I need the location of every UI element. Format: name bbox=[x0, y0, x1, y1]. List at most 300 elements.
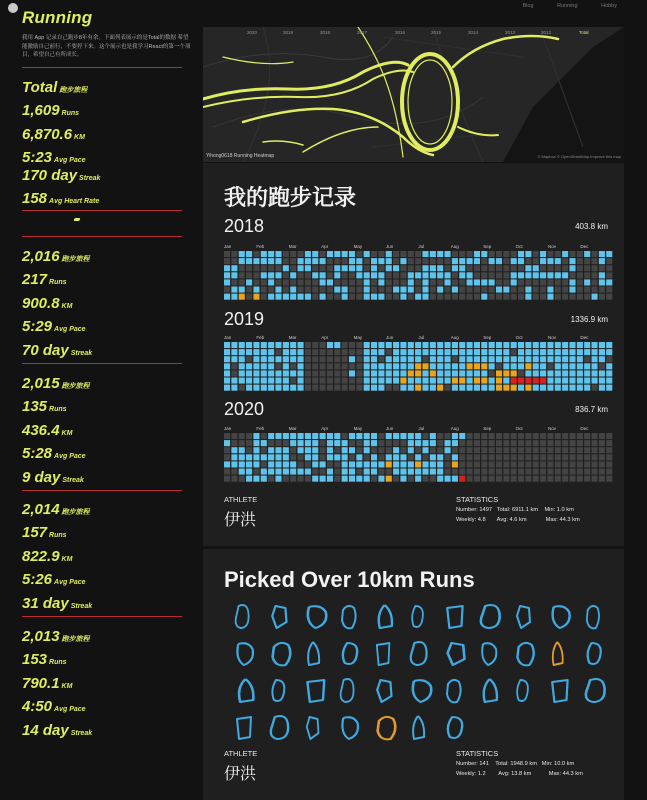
day-cell[interactable] bbox=[342, 370, 348, 376]
day-cell[interactable] bbox=[467, 447, 473, 453]
day-cell[interactable] bbox=[298, 370, 304, 376]
day-cell[interactable] bbox=[349, 265, 355, 271]
day-cell[interactable] bbox=[283, 272, 289, 278]
day-cell[interactable] bbox=[437, 476, 443, 482]
day-cell[interactable] bbox=[606, 433, 612, 439]
day-cell[interactable] bbox=[327, 454, 333, 460]
day-cell[interactable] bbox=[503, 476, 509, 482]
day-cell[interactable] bbox=[334, 461, 340, 467]
day-cell[interactable] bbox=[606, 447, 612, 453]
day-cell[interactable] bbox=[547, 258, 553, 264]
day-cell[interactable] bbox=[533, 294, 539, 300]
day-cell[interactable] bbox=[224, 433, 230, 439]
day-cell[interactable] bbox=[275, 265, 281, 271]
day-cell[interactable] bbox=[489, 447, 495, 453]
day-cell[interactable] bbox=[268, 356, 274, 362]
day-cell[interactable] bbox=[305, 378, 311, 384]
day-cell[interactable] bbox=[430, 363, 436, 369]
day-cell[interactable] bbox=[430, 476, 436, 482]
day-cell[interactable] bbox=[283, 294, 289, 300]
day-cell[interactable] bbox=[305, 461, 311, 467]
day-cell[interactable] bbox=[371, 433, 377, 439]
day-cell[interactable] bbox=[569, 433, 575, 439]
day-cell[interactable] bbox=[356, 342, 362, 348]
day-cell[interactable] bbox=[334, 447, 340, 453]
day-cell[interactable] bbox=[253, 356, 259, 362]
day-cell[interactable] bbox=[261, 287, 267, 293]
day-cell[interactable] bbox=[445, 349, 451, 355]
day-cell[interactable] bbox=[511, 454, 517, 460]
day-cell[interactable] bbox=[356, 461, 362, 467]
day-cell[interactable] bbox=[437, 447, 443, 453]
day-cell[interactable] bbox=[533, 461, 539, 467]
day-cell[interactable] bbox=[555, 370, 561, 376]
day-cell[interactable] bbox=[327, 342, 333, 348]
day-cell[interactable] bbox=[540, 279, 546, 285]
day-cell[interactable] bbox=[518, 251, 524, 257]
day-cell[interactable] bbox=[467, 258, 473, 264]
day-cell[interactable] bbox=[342, 287, 348, 293]
day-cell[interactable] bbox=[422, 370, 428, 376]
day-cell[interactable] bbox=[577, 287, 583, 293]
run-route-thumbnail[interactable] bbox=[379, 605, 392, 628]
day-cell[interactable] bbox=[562, 349, 568, 355]
day-cell[interactable] bbox=[305, 349, 311, 355]
day-cell[interactable] bbox=[577, 272, 583, 278]
day-cell[interactable] bbox=[533, 469, 539, 475]
day-cell[interactable] bbox=[364, 461, 370, 467]
day-cell[interactable] bbox=[386, 265, 392, 271]
day-cell[interactable] bbox=[577, 265, 583, 271]
day-cell[interactable] bbox=[231, 433, 237, 439]
day-cell[interactable] bbox=[298, 265, 304, 271]
day-cell[interactable] bbox=[569, 363, 575, 369]
day-cell[interactable] bbox=[261, 454, 267, 460]
day-cell[interactable] bbox=[393, 363, 399, 369]
day-cell[interactable] bbox=[525, 342, 531, 348]
day-cell[interactable] bbox=[430, 447, 436, 453]
day-cell[interactable] bbox=[562, 363, 568, 369]
day-cell[interactable] bbox=[577, 378, 583, 384]
day-cell[interactable] bbox=[231, 461, 237, 467]
day-cell[interactable] bbox=[555, 378, 561, 384]
day-cell[interactable] bbox=[349, 378, 355, 384]
run-route-thumbnail[interactable] bbox=[307, 680, 324, 702]
day-cell[interactable] bbox=[489, 378, 495, 384]
day-cell[interactable] bbox=[452, 385, 458, 391]
day-cell[interactable] bbox=[371, 378, 377, 384]
day-cell[interactable] bbox=[533, 258, 539, 264]
day-cell[interactable] bbox=[584, 440, 590, 446]
day-cell[interactable] bbox=[253, 476, 259, 482]
day-cell[interactable] bbox=[334, 356, 340, 362]
day-cell[interactable] bbox=[511, 469, 517, 475]
day-cell[interactable] bbox=[334, 342, 340, 348]
day-cell[interactable] bbox=[364, 378, 370, 384]
day-cell[interactable] bbox=[283, 258, 289, 264]
day-cell[interactable] bbox=[496, 378, 502, 384]
day-cell[interactable] bbox=[400, 287, 406, 293]
day-cell[interactable] bbox=[290, 385, 296, 391]
day-cell[interactable] bbox=[356, 294, 362, 300]
day-cell[interactable] bbox=[290, 370, 296, 376]
day-cell[interactable] bbox=[584, 356, 590, 362]
day-cell[interactable] bbox=[320, 342, 326, 348]
day-cell[interactable] bbox=[430, 433, 436, 439]
day-cell[interactable] bbox=[334, 454, 340, 460]
day-cell[interactable] bbox=[327, 461, 333, 467]
run-route-thumbnail[interactable] bbox=[482, 643, 496, 665]
day-cell[interactable] bbox=[275, 279, 281, 285]
day-cell[interactable] bbox=[540, 258, 546, 264]
day-cell[interactable] bbox=[569, 378, 575, 384]
day-cell[interactable] bbox=[239, 440, 245, 446]
run-route-thumbnail[interactable] bbox=[552, 680, 567, 702]
day-cell[interactable] bbox=[547, 279, 553, 285]
day-cell[interactable] bbox=[540, 476, 546, 482]
day-cell[interactable] bbox=[327, 447, 333, 453]
day-cell[interactable] bbox=[430, 378, 436, 384]
day-cell[interactable] bbox=[290, 349, 296, 355]
day-cell[interactable] bbox=[422, 349, 428, 355]
day-cell[interactable] bbox=[312, 287, 318, 293]
day-cell[interactable] bbox=[467, 272, 473, 278]
day-cell[interactable] bbox=[592, 469, 598, 475]
day-cell[interactable] bbox=[569, 356, 575, 362]
day-cell[interactable] bbox=[261, 440, 267, 446]
day-cell[interactable] bbox=[320, 279, 326, 285]
day-cell[interactable] bbox=[525, 385, 531, 391]
day-cell[interactable] bbox=[393, 433, 399, 439]
day-cell[interactable] bbox=[503, 433, 509, 439]
day-cell[interactable] bbox=[606, 294, 612, 300]
day-cell[interactable] bbox=[430, 279, 436, 285]
day-cell[interactable] bbox=[305, 440, 311, 446]
day-cell[interactable] bbox=[415, 294, 421, 300]
day-cell[interactable] bbox=[489, 476, 495, 482]
day-cell[interactable] bbox=[592, 251, 598, 257]
day-cell[interactable] bbox=[261, 272, 267, 278]
day-cell[interactable] bbox=[253, 265, 259, 271]
day-cell[interactable] bbox=[569, 272, 575, 278]
day-cell[interactable] bbox=[592, 385, 598, 391]
day-cell[interactable] bbox=[592, 272, 598, 278]
day-cell[interactable] bbox=[334, 440, 340, 446]
day-cell[interactable] bbox=[305, 433, 311, 439]
day-cell[interactable] bbox=[547, 385, 553, 391]
day-cell[interactable] bbox=[349, 385, 355, 391]
day-cell[interactable] bbox=[445, 447, 451, 453]
day-cell[interactable] bbox=[393, 342, 399, 348]
day-cell[interactable] bbox=[290, 265, 296, 271]
day-cell[interactable] bbox=[481, 287, 487, 293]
day-cell[interactable] bbox=[400, 440, 406, 446]
day-cell[interactable] bbox=[224, 258, 230, 264]
day-cell[interactable] bbox=[253, 440, 259, 446]
day-cell[interactable] bbox=[422, 433, 428, 439]
day-cell[interactable] bbox=[349, 476, 355, 482]
day-cell[interactable] bbox=[312, 476, 318, 482]
day-cell[interactable] bbox=[445, 476, 451, 482]
day-cell[interactable] bbox=[599, 349, 605, 355]
day-cell[interactable] bbox=[327, 363, 333, 369]
day-cell[interactable] bbox=[547, 287, 553, 293]
day-cell[interactable] bbox=[452, 454, 458, 460]
day-cell[interactable] bbox=[364, 356, 370, 362]
day-cell[interactable] bbox=[489, 272, 495, 278]
day-cell[interactable] bbox=[533, 454, 539, 460]
day-cell[interactable] bbox=[408, 363, 414, 369]
day-cell[interactable] bbox=[253, 370, 259, 376]
day-cell[interactable] bbox=[474, 272, 480, 278]
day-cell[interactable] bbox=[437, 349, 443, 355]
day-cell[interactable] bbox=[342, 454, 348, 460]
day-cell[interactable] bbox=[474, 287, 480, 293]
day-cell[interactable] bbox=[312, 469, 318, 475]
day-cell[interactable] bbox=[489, 294, 495, 300]
day-cell[interactable] bbox=[261, 433, 267, 439]
day-cell[interactable] bbox=[496, 447, 502, 453]
day-cell[interactable] bbox=[246, 251, 252, 257]
day-cell[interactable] bbox=[327, 385, 333, 391]
day-cell[interactable] bbox=[312, 356, 318, 362]
day-cell[interactable] bbox=[415, 258, 421, 264]
day-cell[interactable] bbox=[283, 279, 289, 285]
day-cell[interactable] bbox=[305, 342, 311, 348]
day-cell[interactable] bbox=[246, 279, 252, 285]
day-cell[interactable] bbox=[606, 258, 612, 264]
day-cell[interactable] bbox=[518, 378, 524, 384]
run-route-thumbnail[interactable] bbox=[272, 606, 286, 628]
day-cell[interactable] bbox=[562, 433, 568, 439]
year-stats[interactable] bbox=[22, 500, 192, 617]
day-cell[interactable] bbox=[496, 287, 502, 293]
day-cell[interactable] bbox=[371, 469, 377, 475]
day-cell[interactable] bbox=[364, 265, 370, 271]
day-cell[interactable] bbox=[231, 476, 237, 482]
day-cell[interactable] bbox=[547, 342, 553, 348]
day-cell[interactable] bbox=[320, 447, 326, 453]
day-cell[interactable] bbox=[356, 447, 362, 453]
day-cell[interactable] bbox=[231, 447, 237, 453]
day-cell[interactable] bbox=[467, 342, 473, 348]
day-cell[interactable] bbox=[540, 272, 546, 278]
day-cell[interactable] bbox=[430, 272, 436, 278]
day-cell[interactable] bbox=[408, 342, 414, 348]
day-cell[interactable] bbox=[408, 454, 414, 460]
day-cell[interactable] bbox=[584, 349, 590, 355]
day-cell[interactable] bbox=[422, 447, 428, 453]
day-cell[interactable] bbox=[400, 279, 406, 285]
day-cell[interactable] bbox=[489, 469, 495, 475]
day-cell[interactable] bbox=[452, 469, 458, 475]
day-cell[interactable] bbox=[452, 447, 458, 453]
day-cell[interactable] bbox=[327, 258, 333, 264]
day-cell[interactable] bbox=[393, 349, 399, 355]
day-cell[interactable] bbox=[283, 433, 289, 439]
day-cell[interactable] bbox=[481, 476, 487, 482]
day-cell[interactable] bbox=[496, 251, 502, 257]
day-cell[interactable] bbox=[327, 265, 333, 271]
day-cell[interactable] bbox=[246, 294, 252, 300]
day-cell[interactable] bbox=[459, 349, 465, 355]
day-cell[interactable] bbox=[305, 251, 311, 257]
day-cell[interactable] bbox=[378, 258, 384, 264]
day-cell[interactable] bbox=[239, 265, 245, 271]
day-cell[interactable] bbox=[239, 356, 245, 362]
day-cell[interactable] bbox=[400, 469, 406, 475]
day-cell[interactable] bbox=[268, 287, 274, 293]
day-cell[interactable] bbox=[547, 251, 553, 257]
day-cell[interactable] bbox=[261, 294, 267, 300]
day-cell[interactable] bbox=[569, 461, 575, 467]
day-cell[interactable] bbox=[467, 370, 473, 376]
day-cell[interactable] bbox=[422, 469, 428, 475]
day-cell[interactable] bbox=[540, 287, 546, 293]
day-cell[interactable] bbox=[231, 294, 237, 300]
day-cell[interactable] bbox=[364, 272, 370, 278]
day-cell[interactable] bbox=[533, 342, 539, 348]
day-cell[interactable] bbox=[503, 385, 509, 391]
day-cell[interactable] bbox=[246, 440, 252, 446]
day-cell[interactable] bbox=[283, 476, 289, 482]
day-cell[interactable] bbox=[459, 370, 465, 376]
day-cell[interactable] bbox=[452, 251, 458, 257]
day-cell[interactable] bbox=[599, 356, 605, 362]
day-cell[interactable] bbox=[298, 349, 304, 355]
day-cell[interactable] bbox=[356, 279, 362, 285]
day-cell[interactable] bbox=[342, 279, 348, 285]
day-cell[interactable] bbox=[268, 265, 274, 271]
day-cell[interactable] bbox=[489, 279, 495, 285]
day-cell[interactable] bbox=[467, 378, 473, 384]
day-cell[interactable] bbox=[268, 461, 274, 467]
day-cell[interactable] bbox=[334, 385, 340, 391]
day-cell[interactable] bbox=[481, 440, 487, 446]
day-cell[interactable] bbox=[378, 454, 384, 460]
day-cell[interactable] bbox=[452, 258, 458, 264]
day-cell[interactable] bbox=[430, 370, 436, 376]
day-cell[interactable] bbox=[481, 454, 487, 460]
day-cell[interactable] bbox=[224, 363, 230, 369]
day-cell[interactable] bbox=[525, 378, 531, 384]
day-cell[interactable] bbox=[496, 258, 502, 264]
day-cell[interactable] bbox=[290, 342, 296, 348]
day-cell[interactable] bbox=[481, 356, 487, 362]
day-cell[interactable] bbox=[496, 440, 502, 446]
day-cell[interactable] bbox=[452, 356, 458, 362]
total-stats[interactable] bbox=[22, 78, 192, 213]
day-cell[interactable] bbox=[320, 258, 326, 264]
day-cell[interactable] bbox=[320, 469, 326, 475]
day-cell[interactable] bbox=[400, 385, 406, 391]
day-cell[interactable] bbox=[305, 279, 311, 285]
day-cell[interactable] bbox=[569, 342, 575, 348]
route-map[interactable] bbox=[203, 27, 624, 162]
day-cell[interactable] bbox=[261, 342, 267, 348]
day-cell[interactable] bbox=[445, 251, 451, 257]
day-cell[interactable] bbox=[327, 433, 333, 439]
day-cell[interactable] bbox=[268, 272, 274, 278]
day-cell[interactable] bbox=[298, 461, 304, 467]
day-cell[interactable] bbox=[555, 440, 561, 446]
day-cell[interactable] bbox=[378, 342, 384, 348]
day-cell[interactable] bbox=[356, 378, 362, 384]
day-cell[interactable] bbox=[599, 385, 605, 391]
day-cell[interactable] bbox=[408, 385, 414, 391]
day-cell[interactable] bbox=[246, 447, 252, 453]
day-cell[interactable] bbox=[261, 363, 267, 369]
day-cell[interactable] bbox=[555, 447, 561, 453]
day-cell[interactable] bbox=[400, 251, 406, 257]
day-cell[interactable] bbox=[364, 287, 370, 293]
day-cell[interactable] bbox=[422, 356, 428, 362]
day-cell[interactable] bbox=[533, 385, 539, 391]
day-cell[interactable] bbox=[599, 378, 605, 384]
run-route-thumbnail[interactable] bbox=[553, 606, 570, 628]
day-cell[interactable] bbox=[298, 454, 304, 460]
day-cell[interactable] bbox=[290, 378, 296, 384]
day-cell[interactable] bbox=[481, 279, 487, 285]
day-cell[interactable] bbox=[224, 461, 230, 467]
site-title[interactable]: Running bbox=[22, 8, 93, 27]
day-cell[interactable] bbox=[378, 385, 384, 391]
day-cell[interactable] bbox=[320, 363, 326, 369]
day-cell[interactable] bbox=[408, 265, 414, 271]
day-cell[interactable] bbox=[606, 287, 612, 293]
day-cell[interactable] bbox=[562, 469, 568, 475]
day-cell[interactable] bbox=[606, 370, 612, 376]
day-cell[interactable] bbox=[599, 447, 605, 453]
day-cell[interactable] bbox=[253, 342, 259, 348]
day-cell[interactable] bbox=[312, 272, 318, 278]
day-cell[interactable] bbox=[305, 363, 311, 369]
day-cell[interactable] bbox=[224, 447, 230, 453]
day-cell[interactable] bbox=[246, 342, 252, 348]
day-cell[interactable] bbox=[430, 258, 436, 264]
day-cell[interactable] bbox=[511, 461, 517, 467]
day-cell[interactable] bbox=[474, 265, 480, 271]
day-cell[interactable] bbox=[430, 454, 436, 460]
run-route-thumbnail[interactable] bbox=[517, 680, 528, 701]
day-cell[interactable] bbox=[400, 370, 406, 376]
day-cell[interactable] bbox=[320, 265, 326, 271]
day-cell[interactable] bbox=[525, 447, 531, 453]
day-cell[interactable] bbox=[584, 378, 590, 384]
day-cell[interactable] bbox=[386, 251, 392, 257]
day-cell[interactable] bbox=[481, 342, 487, 348]
run-route-thumbnail[interactable] bbox=[377, 680, 391, 702]
day-cell[interactable] bbox=[224, 279, 230, 285]
day-cell[interactable] bbox=[525, 251, 531, 257]
day-cell[interactable] bbox=[555, 476, 561, 482]
day-cell[interactable] bbox=[378, 265, 384, 271]
day-cell[interactable] bbox=[445, 454, 451, 460]
run-route-thumbnail[interactable] bbox=[307, 717, 319, 739]
day-cell[interactable] bbox=[503, 370, 509, 376]
day-cell[interactable] bbox=[239, 385, 245, 391]
day-cell[interactable] bbox=[518, 447, 524, 453]
day-cell[interactable] bbox=[393, 385, 399, 391]
day-cell[interactable] bbox=[481, 349, 487, 355]
day-cell[interactable] bbox=[459, 433, 465, 439]
day-cell[interactable] bbox=[592, 265, 598, 271]
day-cell[interactable] bbox=[239, 454, 245, 460]
day-cell[interactable] bbox=[422, 258, 428, 264]
day-cell[interactable] bbox=[290, 469, 296, 475]
day-cell[interactable] bbox=[489, 342, 495, 348]
map-year-2012[interactable]: 2012 bbox=[541, 30, 552, 35]
